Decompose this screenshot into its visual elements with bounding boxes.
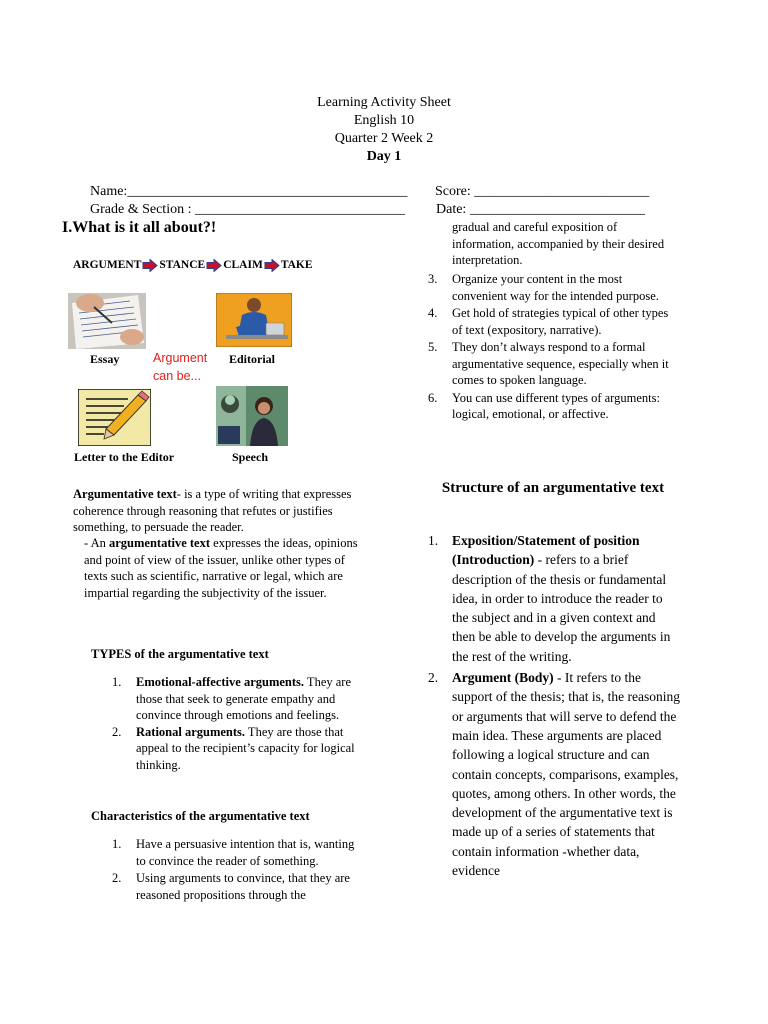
definition-paragraph-2 (84, 535, 368, 601)
types-heading: TYPES of the argumentative text (91, 647, 269, 661)
list-item (112, 836, 362, 869)
list-number: 1. (112, 837, 122, 851)
list-term: Rational arguments. (136, 724, 246, 739)
list-text: They are those that seek to generate empathy and convince through emotions and feelings. (136, 675, 351, 722)
editorial-image (216, 293, 292, 347)
list-number: 1. (428, 533, 439, 548)
list-number: 5. (428, 340, 438, 354)
definition2-term: argumentative text (109, 536, 211, 550)
sheet-title: Learning Activity Sheet (317, 95, 451, 110)
characteristics-heading: Characteristics of the argumentative text (91, 809, 310, 823)
list-item (428, 271, 676, 304)
argument-can-be-line2: can be... (153, 369, 201, 383)
grade-section-field[interactable]: Grade & Section : ______________________________ (90, 202, 405, 217)
list-item (428, 305, 676, 338)
caption-editorial: Editorial (229, 352, 276, 366)
arrow-right-icon (206, 259, 222, 272)
flow-argument: ARGUMENT (73, 259, 142, 272)
flow-claim: CLAIM (223, 259, 263, 272)
list-item (428, 668, 680, 880)
speech-image (216, 386, 288, 446)
list-number: 4. (428, 306, 438, 320)
types-list (112, 674, 365, 773)
list-item (112, 870, 362, 903)
characteristics-list-left (112, 836, 362, 903)
subject: English 10 (353, 113, 415, 128)
flow-stance: STANCE (159, 259, 206, 272)
structure-heading: Structure of an argumentative text (441, 480, 665, 496)
list-number: 2. (112, 724, 122, 739)
arrow-right-icon (142, 259, 158, 272)
argument-can-be (153, 349, 207, 385)
caption-letter: Letter to the Editor (74, 450, 175, 464)
flow-take: TAKE (280, 259, 313, 272)
day-label: Day 1 (366, 149, 402, 164)
section-heading: I.What is it all about?! (62, 219, 217, 236)
list-text: - refers to a brief description of the thesis or fundamental idea, in order to introduce the reader to the subject and in a given context and then be able to develop the arguments in the rest of the writing. (452, 552, 671, 664)
list-number: 6. (428, 390, 438, 405)
characteristics-continuation: gradual and careful exposition of information, accompanied by their desired interpretation. (452, 220, 665, 267)
definition2-text: expresses the ideas, opinions and point of view of the issuer, unlike other types of texts such as scientific, narrative or legal, which are impartial regarding the subjectivity of the issuer. (84, 536, 358, 600)
list-text: You can use different types of arguments: logical, emotional, or affective. (452, 390, 660, 421)
characteristics-list-right (428, 271, 676, 423)
list-item (428, 531, 680, 666)
list-term: Emotional-affective arguments. (136, 675, 305, 689)
essay-image (68, 293, 146, 349)
date-field[interactable]: Date: _________________________ (436, 202, 645, 217)
list-item (112, 724, 365, 774)
list-term: Argument (Body) (452, 670, 554, 686)
list-text: They are those that appeal to the recipient’s capacity for logical thinking. (136, 724, 355, 772)
caption-speech: Speech (232, 450, 268, 464)
definition-text: - is a type of writing that expresses coherence through reasoning that refutes or justifies something, to persuade the reader. (73, 487, 352, 534)
list-text: They don’t always respond to a formal argumentative sequence, especially when it comes to spoken language. (452, 340, 669, 387)
argument-flow (73, 259, 313, 272)
list-text: Get hold of strategies typical of other types of text (expository, narrative). (452, 306, 669, 337)
structure-list (428, 531, 680, 880)
list-term: Exposition/Statement of position (Introduction) (452, 533, 640, 568)
list-number: 2. (112, 871, 122, 885)
list-number: 2. (428, 670, 439, 686)
list-text: Have a persuasive intention that is, wanting to convince the reader of something. (136, 837, 355, 868)
definition-term: Argumentative text (73, 487, 177, 501)
definition2-prefix: - An (84, 536, 109, 550)
score-field[interactable]: Score: _________________________ (435, 184, 650, 199)
definition-paragraph (73, 486, 365, 536)
list-item (428, 339, 676, 389)
arrow-right-icon (264, 259, 280, 272)
list-item (428, 390, 676, 423)
list-item (112, 674, 365, 724)
letter-image (78, 389, 151, 446)
caption-essay: Essay (90, 352, 120, 366)
list-text: Using arguments to convince, that they are reasoned propositions through the (136, 871, 350, 902)
name-field[interactable]: Name:________________________________________ (90, 184, 408, 199)
list-number: 1. (112, 675, 122, 689)
list-number: 3. (428, 272, 438, 286)
list-text: Organize your content in the most convenient way for the intended purpose. (452, 272, 659, 303)
argument-can-be-line1: Argument (153, 351, 208, 365)
quarter-week: Quarter 2 Week 2 (334, 131, 434, 146)
list-text: - It refers to the support of the thesis; that is, the reasoning or arguments that will serve to defend the main idea. These arguments are placed following a logical structure and can contain concepts, comparisons, examples, quotes, among others. In other words, the development of the argumentative text is made up of a series of statements that contain information -whether data, evidence (452, 670, 680, 879)
